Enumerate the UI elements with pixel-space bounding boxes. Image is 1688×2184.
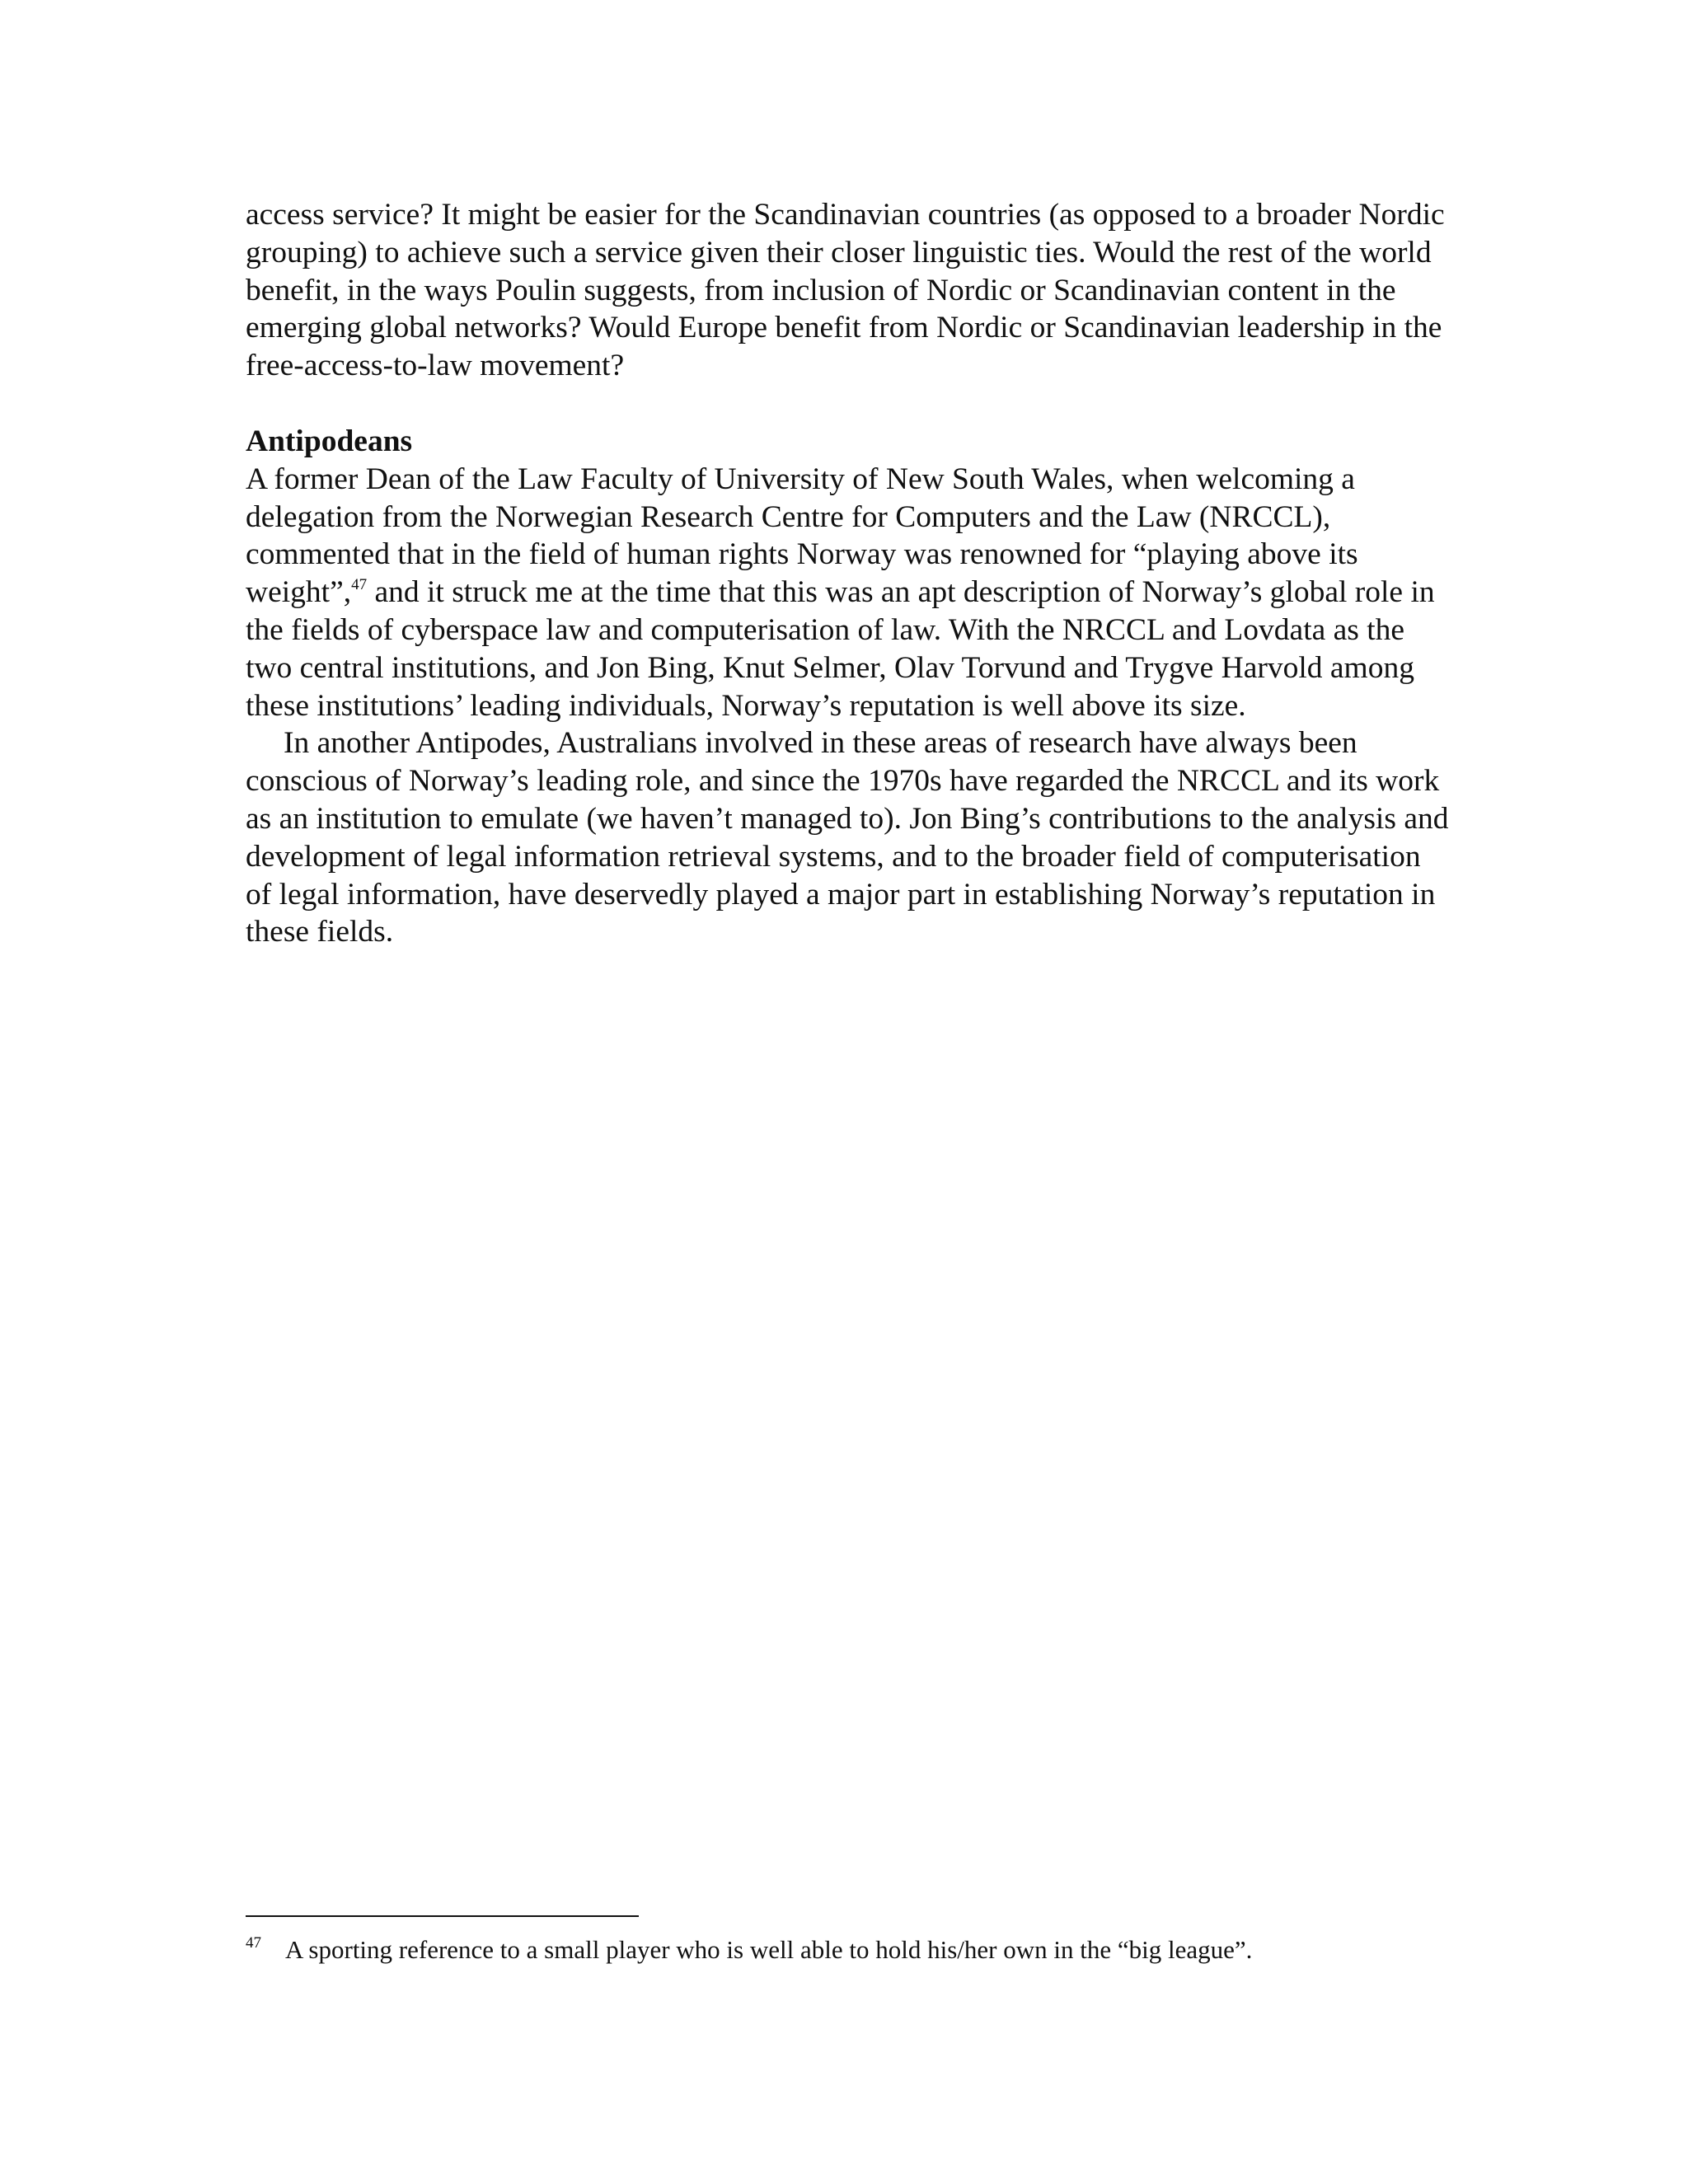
paragraph-1-text-b: and it struck me at the time that this was an apt description of Norway’s global role in the fields of cyberspace law and computerisation of law. With the NRCCL and Lovdata as the two central institutions, and Jon Bing, Knut Selmer, Olav Torvund and Trygve Harvold among these institutions’ leading individuals, Norway’s reputation is well above its size.	[246, 575, 1435, 723]
footnote-divider	[246, 1915, 639, 1917]
footnote-47: 47 A sporting reference to a small player who is well able to hold his/her own in the “big league”.	[246, 1934, 1253, 1964]
paragraph-1-text-a: A former Dean of the Law Faculty of University of New South Wales, when welcoming a delegation from the Norwegian Research Centre for Computers and the Law (NRCCL), commented that in the field of human rights Norway was renowned for “playing above its weight”,	[246, 462, 1358, 610]
footnote-reference[interactable]: 47	[351, 576, 368, 594]
section-heading: Antipodeans	[246, 424, 413, 458]
footnote-text: A sporting reference to a small player who is well able to hold his/her own in the “big league”.	[285, 1935, 1253, 1964]
body-text	[246, 196, 1449, 951]
paragraph-2: In another Antipodes, Australians involved in these areas of research have always been conscious of Norway’s leading role, and since the 1970s have regarded the NRCCL and its work as an institution to emulate (we haven’t managed to). Jon Bing’s contributions to the analysis and development of legal information retrieval systems, and to the broader field of computerisation of legal information, have deservedly played a major part in establishing Norway’s reputation in these fields.	[246, 726, 1449, 949]
continued-paragraph: access service? It might be easier for the Scandinavian countries (as opposed to a broader Nordic grouping) to achieve such a service given their closer linguistic ties. Would the rest of the world benefit, in the ways Poulin suggests, from inclusion of Nordic or Scandinavian content in the emerging global networks? Would Europe benefit from Nordic or Scandinavian leadership in the free-access-to-law movement?	[246, 198, 1445, 383]
paragraph-1	[246, 461, 1449, 725]
